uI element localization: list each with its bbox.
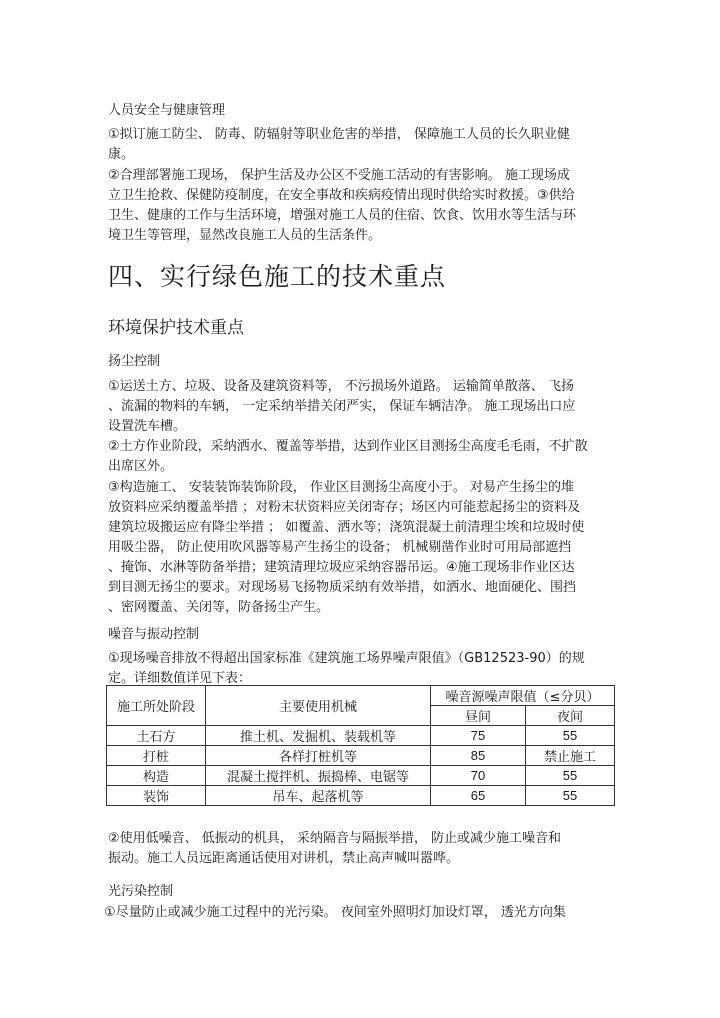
- text-line: 定。详细数值详见下表：: [108, 671, 252, 686]
- text-line: 境卫生等管理，显然改良施工人员的生活条件。: [108, 228, 382, 243]
- table-cell-day: 85: [431, 746, 526, 766]
- section-heading-personnel: 人员安全与健康管理: [108, 103, 226, 118]
- table-header-cell: 噪音源噪声限值（≤分贝）: [431, 686, 615, 706]
- table-cell-night: 55: [526, 786, 615, 806]
- section-heading-dust: 扬尘控制: [108, 354, 161, 369]
- text-line: 到目测无扬尘的要求。对现场易飞扬物质采纳有效举措，如洒水、地面硬化、围挡: [108, 580, 577, 595]
- table-header-cell: 施工所处阶段: [107, 686, 206, 726]
- chapter-title: 四、实行绿色施工的技术重点: [108, 262, 447, 291]
- table-cell-machine: 推土机、发掘机、装载机等: [206, 726, 431, 746]
- section-title-env: 环境保护技术重点: [108, 318, 244, 338]
- text-line: 振动。施工人员远距离通话使用对讲机，禁止高声喊叫嚣哗。: [108, 851, 460, 866]
- text-line: ①运送土方、垃圾、设备及建筑资料等， 不污损场外道路。 运输简单散落、 飞扬: [108, 379, 575, 394]
- table-cell-machine: 混凝土搅拌机、振捣棒、电锯等: [206, 766, 431, 786]
- text-line: ③构造施工、 安装装饰装饰阶段， 作业区目测扬尘高度小于。 对易产生扬尘的堆: [108, 480, 575, 495]
- table-cell-day: 70: [431, 766, 526, 786]
- text-line: ①尽量防止或减少施工过程中的光污染。 夜间室外照明灯加设灯罩， 透光方向集: [104, 905, 566, 920]
- table-header-cell: 夜间: [526, 706, 615, 726]
- section-heading-noise: 噪音与振动控制: [108, 627, 200, 642]
- text-line: 、密网覆盖、关闭等，防备扬尘产生。: [108, 600, 330, 615]
- table-cell-stage: 打桩: [107, 746, 206, 766]
- text-line: 放资料应采纳覆盖举措 ；对粉末状资料应关闭寄存；场区内可能惹起扬尘的资料及: [108, 500, 581, 515]
- text-line: ②土方作业阶段，采纳洒水、覆盖等举措，达到作业区目测扬尘高度毛毛雨，不扩散: [108, 439, 588, 454]
- table-cell-stage: 土石方: [107, 726, 206, 746]
- section-heading-light: 光污染控制: [108, 884, 174, 899]
- text-line: 康。: [108, 147, 135, 162]
- text-line: 卫生、健康的工作与生活环境，增强对施工人员的住宿、饮食、饮用水等生活与环: [108, 208, 577, 223]
- table-header-row: [107, 686, 615, 706]
- table-row: [107, 746, 615, 766]
- table-header-cell: 主要使用机械: [206, 686, 431, 726]
- table-cell-machine: 吊车、起落机等: [206, 786, 431, 806]
- table-cell-machine: 各样打桩机等: [206, 746, 431, 766]
- text-line: 、掩饰、水淋等防备举措；建筑清理垃圾应采纳容器吊运。④施工现场非作业区达: [108, 560, 575, 575]
- table-row: [107, 726, 615, 746]
- table-cell-day: 65: [431, 786, 526, 806]
- text-line: 、流漏的物料的车辆， 一定采纳举措关闭严实， 保证车辆洁净。 施工现场出口应: [108, 399, 576, 414]
- text-line: 建筑垃圾搬运应有降尘举措 ； 如覆盖、洒水等；浇筑混凝土前清理尘埃和垃圾时使: [108, 520, 585, 535]
- text-line: ①现场噪音排放不得超出国家标准《建筑施工场界噪声限值》（GB12523-90）的规: [108, 651, 585, 666]
- table-cell-stage: 构造: [107, 766, 206, 786]
- text-line: 出席区外。: [108, 459, 174, 474]
- text-line: 立卫生抢救、保健防疫制度，在安全事故和疾病疫情出现时供给实时救援。③供给: [108, 188, 575, 203]
- table-cell-stage: 装饰: [107, 786, 206, 806]
- table-cell-day: 75: [431, 726, 526, 746]
- text-line: ②使用低噪音、 低振动的机具， 采纳隔音与隔振举措， 防止或减少施工噪音和: [108, 831, 562, 846]
- table-header-cell: 昼间: [431, 706, 526, 726]
- text-line: ①拟订施工防尘、 防毒、防辐射等职业危害的举措， 保障施工人员的长久职业健: [108, 127, 570, 142]
- table-cell-night: 55: [526, 766, 615, 786]
- text-line: 设置洗车槽。: [108, 419, 187, 434]
- text-line: ②合理部署施工现场， 保护生活及办公区不受施工活动的有害影响。 施工现场成: [108, 168, 570, 183]
- table-row: [107, 786, 615, 806]
- table-row: [107, 766, 615, 786]
- table-cell-night: 禁止施工: [526, 746, 615, 766]
- text-line: 用吸尘器， 防止使用吹风器等易产生扬尘的设备； 机械剔凿作业时可用局部遮挡: [108, 540, 572, 555]
- table-cell-night: 55: [526, 726, 615, 746]
- noise-limit-table: [106, 685, 615, 806]
